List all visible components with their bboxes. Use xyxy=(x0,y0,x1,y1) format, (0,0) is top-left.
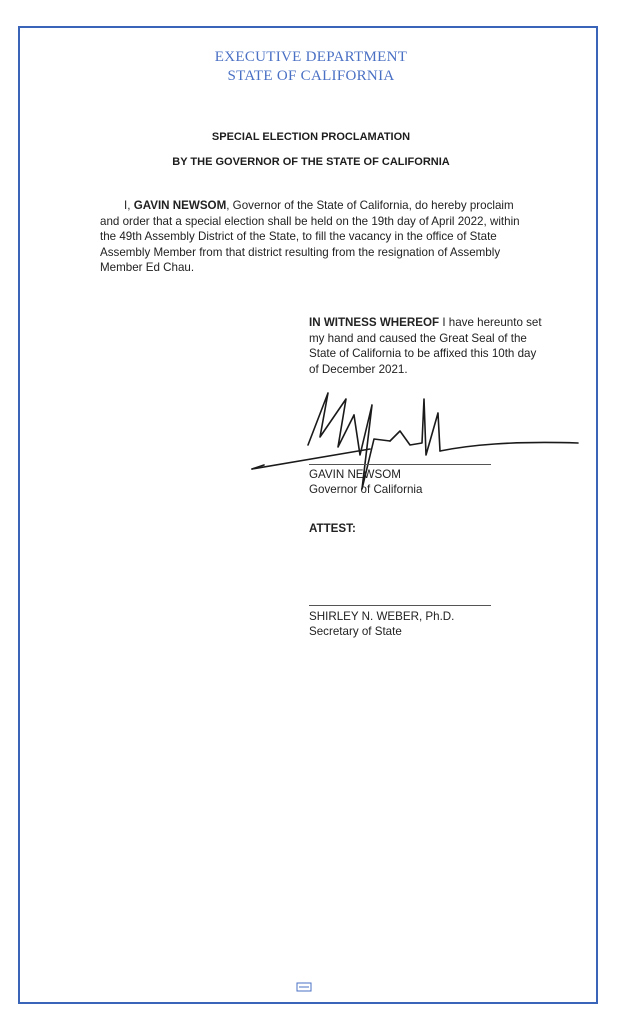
letterhead-line-2: STATE OF CALIFORNIA xyxy=(227,68,395,84)
governor-signature-line xyxy=(309,464,491,465)
proclamation-body xyxy=(100,198,530,276)
attest-label: ATTEST: xyxy=(309,522,356,535)
proclamation-subtitle: BY THE GOVERNOR OF THE STATE OF CALIFORNIA xyxy=(172,156,450,168)
seal-icon xyxy=(296,982,312,992)
letterhead-line-1: EXECUTIVE DEPARTMENT xyxy=(214,49,408,65)
proclamation-title: SPECIAL ELECTION PROCLAMATION xyxy=(211,131,411,143)
body-governor-name: GAVIN NEWSOM xyxy=(133,199,227,212)
body-prefix: I, xyxy=(124,199,131,212)
governor-name: GAVIN NEWSOM xyxy=(309,468,401,481)
secretary-title: Secretary of State xyxy=(309,625,402,638)
page-border xyxy=(18,26,598,1004)
secretary-block xyxy=(309,609,454,639)
secretary-signature-line xyxy=(309,605,491,606)
governor-title: Governor of California xyxy=(309,483,423,496)
letterhead xyxy=(0,48,622,86)
witness-clause xyxy=(309,315,549,377)
secretary-name: SHIRLEY N. WEBER, Ph.D. xyxy=(309,610,455,623)
body-text: , Governor of the State of California, do hereby proclaim and order that a special election shall be held on the 19th day of April 2022, within the 49th Assembly District of the State, to fill the vacancy in the office of State Assembly Member from that district resulting from the resignation of Assembly Member Ed Chau. xyxy=(100,199,520,275)
governor-block xyxy=(309,467,422,497)
witness-text: I have hereunto set my hand and caused the Great Seal of the State of California to be affixed this 10th day of December 2021. xyxy=(309,316,542,376)
witness-lead: IN WITNESS WHEREOF xyxy=(309,316,440,329)
